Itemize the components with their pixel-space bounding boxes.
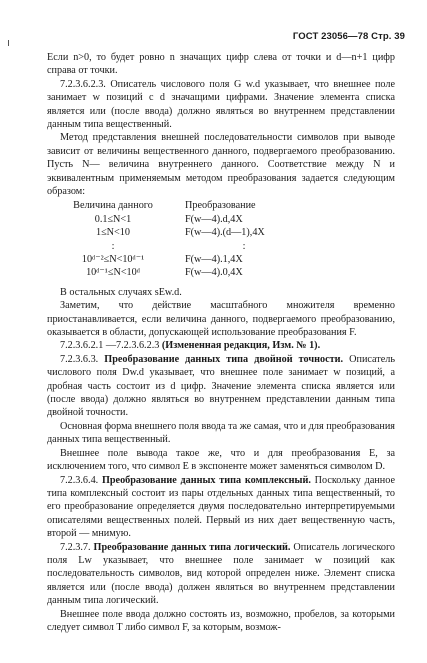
table-cell: : (242, 240, 246, 252)
table-cell: 1≤N<10 (96, 227, 130, 239)
section-title: Преобразование данных типа двойной точности. (104, 353, 344, 365)
table-cell: F(w—4).d,4X (185, 213, 243, 225)
table-header-row (47, 199, 395, 212)
conversion-table (47, 199, 395, 299)
paragraph: Заметим, что действие масштабного множителя временно приостанавливается, если величина данного, подвергаемого преобразованию, оказывается в области, допускающей использование преобразования F. (47, 300, 395, 339)
section-number: 7.2.3.7. (60, 541, 94, 553)
section-number: 7.2.3.6.3. (60, 353, 105, 365)
section-number: 7.2.3.6.2.1 —7.2.3.6.2.3 (60, 340, 162, 352)
column-header: Величина данного (73, 200, 153, 212)
section-title: Преобразование данных типа логический. (93, 541, 291, 553)
table-cell: F(w—4).(d—1),4X (185, 227, 265, 239)
paragraph (47, 474, 395, 541)
table-cell: F(w—4).1,4X (185, 254, 243, 266)
margin-mark (8, 40, 9, 46)
page-header: ГОСТ 23056—78 Стр. 39 (292, 31, 405, 42)
paragraph: Основная форма внешнего поля ввода та же самая, что и для преобразования данных типа вещественный. (47, 420, 395, 446)
section-number: 7.2.3.6.4. (60, 474, 102, 486)
document-body (47, 51, 395, 634)
table-row (47, 266, 395, 279)
column-header: Преобразование (185, 200, 256, 212)
table-row (47, 253, 395, 266)
paragraph: 7.2.3.6.2.3. Описатель числового поля G w.d указывает, что внешнее поле занимает w позиций с d значащими цифрами. Значение элемента списка является или (после ввода) должно являться во внутреннем представлении данным типа вещественный. (47, 78, 395, 131)
paragraph-text: Описатель логического поля Lw указывает, что внешнее поле занимает w позиций как последовательность символов, вид которой определен ниже. Элемент списка является или (после ввода) должен являться во внутреннем представлении данным типа логический. (47, 541, 395, 607)
paragraph (47, 339, 395, 352)
table-cell: : (111, 240, 115, 252)
table-row (47, 213, 395, 226)
table-cell: 10ᵈ⁻²≤N<10ᵈ⁻¹ (81, 254, 145, 266)
amendment-note: (Измененная редакция, Изм. № 1). (161, 340, 321, 352)
table-cell: F(w—4).0,4X (185, 267, 243, 279)
paragraph: Внешнее поле ввода должно состоять из, возможно, пробелов, за которыми следует символ T либо символ F, за которым, возмож- (47, 608, 395, 633)
paragraph: Внешнее поле вывода такое же, что и для преобразования E, за исключением того, что символ E в экспоненте может заменяться символом D. (47, 447, 395, 473)
paragraph-text: Описатель числового поля Dw.d указывает, что внешнее поле занимает w позиций, а дробная часть состоит из d цифр. Значение элемента списка является или (после ввода) должно являться во внутреннем представлении данным типа двойной точности. (47, 353, 396, 419)
table-cell: 0.1≤N<1 (94, 213, 132, 225)
section-title: Преобразование данных типа комплексный. (101, 474, 311, 486)
table-cell: 10ᵈ⁻¹≤N<10ᵈ (86, 267, 140, 279)
table-footnote: В остальных случаях sEw.d. (60, 286, 182, 298)
paragraph-text: Поскольку данное типа комплексный состоит из пары отдельных данных типа вещественный, то его преобразование определяется двумя последовательно интерпретируемыми описателями вещественных полей. Первый из них дает вещественную часть, второй — мнимую. (47, 474, 395, 540)
paragraph: Если n>0, то будет ровно n значащих цифр слева от точки и d—n+1 цифр справа от точки. (47, 52, 395, 77)
table-row (47, 226, 395, 239)
paragraph (47, 541, 395, 608)
paragraph: Метод представления внешней последовательности символов при выводе зависит от величины вещественного данного, подвергаемого преобразованию. Пусть N— величина внутреннего данного. Соответствие между N и эквивалентным применяемым методом преобразования задается следующим образом: (47, 132, 395, 198)
paragraph (47, 353, 395, 420)
table-row (47, 240, 395, 253)
